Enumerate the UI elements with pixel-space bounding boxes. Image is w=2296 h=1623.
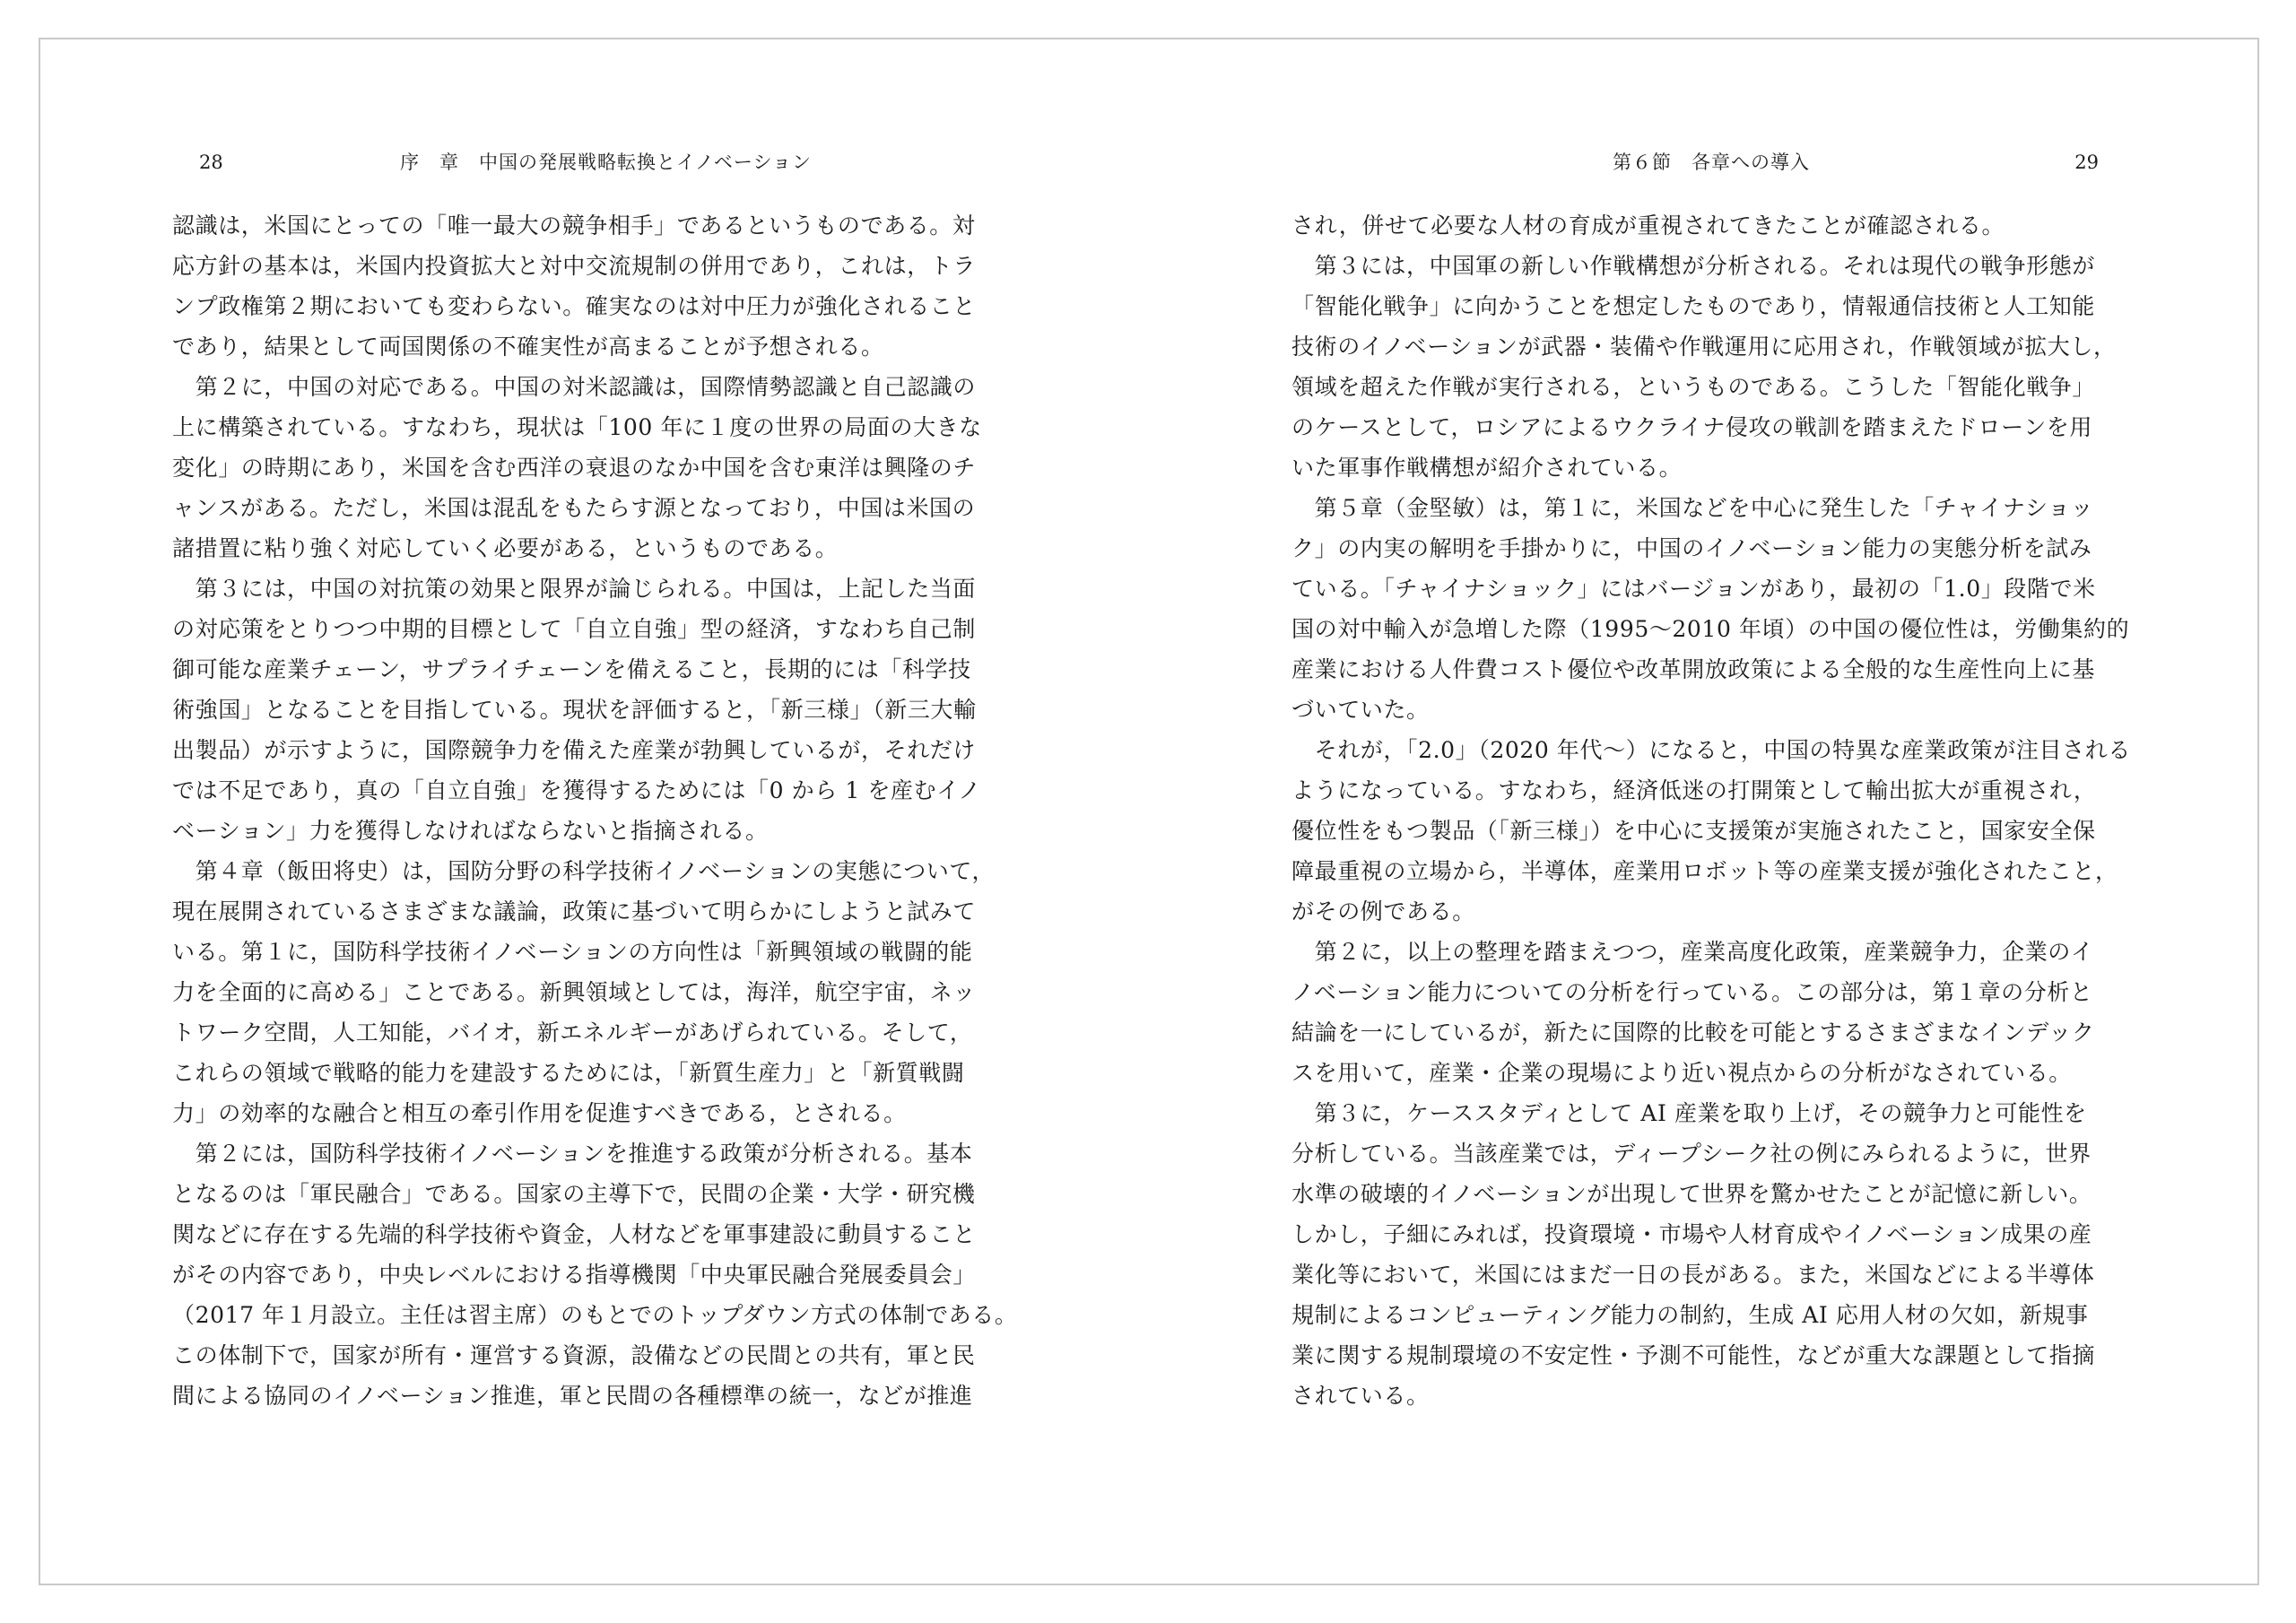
text-line: されている。 — [1292, 1383, 1430, 1409]
text-line: 第５章（金堅敏）は，第１に，米国などを中心に発生した「チャイナショッ — [1292, 495, 2094, 521]
text-line: 業に関する規制環境の不安定性・予測不可能性，などが重大な課題として指摘 — [1292, 1342, 2096, 1368]
text-line: のケースとして，ロシアによるウクライナ侵攻の戦訓を踏まえたドローンを用 — [1292, 414, 2093, 440]
text-line: 分析している。当該産業では，ディープシーク社の例にみられるように，世界 — [1292, 1141, 2092, 1167]
text-line: スを用いて，産業・企業の現場により近い視点からの分析がなされている。 — [1292, 1060, 2072, 1086]
text-line: 関などに存在する先端的科学技術や資金，人材などを軍事建設に動員すること — [172, 1221, 977, 1247]
left-page-number: 28 — [199, 152, 223, 173]
right-page-number: 29 — [2074, 152, 2099, 173]
left-page — [172, 0, 1018, 1524]
text-line: 力を全面的に高める」ことである。新興領域としては，海洋，航空宇宙，ネッ — [172, 979, 977, 1005]
text-line: 第３に，ケーススタディとして AI 産業を取り上げ，その競争力と可能性を — [1292, 1100, 2087, 1126]
text-line: いる。第１に，国防科学技術イノベーションの方向性は「新興領域の戦闘的能 — [172, 939, 973, 965]
text-line: がその例である。 — [1292, 898, 1475, 924]
text-line: の対応策をとりつつ中期的目標として「自立自強」型の経済，すなわち自己制 — [172, 616, 977, 642]
left-body-text — [172, 205, 1018, 1416]
text-line: 間による協同のイノベーション推進，軍と民間の各種標準の統一，などが推進 — [172, 1383, 973, 1409]
left-running-head: 序 章 中国の発展戦略転換とイノベーション — [400, 152, 813, 173]
text-line: 産業における人件費コスト優位や改革開放政策による全般的な生産性向上に基 — [1292, 656, 2096, 682]
text-line: 規制によるコンピューティング能力の制約，生成 AI 応用人材の欠如，新規事 — [1292, 1302, 2089, 1328]
right-running-head: 第６節 各章への導入 — [1613, 152, 1810, 173]
text-line: ノベーション能力についての分析を行っている。この部分は，第１章の分析と — [1292, 979, 2093, 1005]
text-line: 力」の効率的な融合と相互の牽引作用を促進すべきである，とされる。 — [172, 1100, 907, 1126]
text-line: それが，「2.0」（2020 年代〜）になると，中国の特異な産業政策が注目される — [1292, 737, 2131, 763]
text-line: ベーション」力を獲得しなければならないと指摘される。 — [172, 818, 769, 844]
left-header — [172, 149, 1015, 176]
text-line: 認識は，米国にとっての「唯一最大の競争相手」であるというものである。対 — [172, 213, 976, 239]
text-line: ている。「チャイナショック」にはバージョンがあり，最初の「1.0」段階で米 — [1292, 576, 2096, 602]
text-line: 水準の破壊的イノベーションが出現して世界を驚かせたことが記憶に新しい。 — [1292, 1181, 2092, 1207]
text-line: 「智能化戦争」に向かうことを想定したものであり，情報通信技術と人工知能 — [1292, 293, 2096, 319]
text-line: 結論を一にしているが，新たに国際的比較を可能とするさまざまなインデック — [1292, 1020, 2095, 1046]
text-line: 業化等において，米国にはまだ一日の長がある。また，米国などによる半導体 — [1292, 1262, 2095, 1288]
text-line: 変化」の時期にあり，米国を含む西洋の衰退のなか中国を含む東洋は興隆のチ — [172, 455, 977, 481]
text-line: ようになっている。すなわち，経済低迷の打開策として輸出拡大が重視され， — [1292, 777, 2097, 803]
text-line: 第３には，中国の対抗策の効果と限界が論じられる。中国は，上記した当面 — [172, 576, 977, 602]
text-line: ンプ政権第２期においても変わらない。確実なのは対中圧力が強化されること — [172, 293, 977, 319]
text-line: づいていた。 — [1292, 697, 1430, 723]
text-line: 第２に，中国の対応である。中国の対米認識は，国際情勢認識と自己認識の — [172, 374, 977, 400]
text-line: 現在展開されているさまざまな議論，政策に基づいて明らかにしようと試みて — [172, 898, 977, 924]
text-line: 上に構築されている。すなわち，現状は「100 年に１度の世界の局面の大きな — [172, 414, 982, 440]
text-line: 第４章（飯田将史）は，国防分野の科学技術イノベーションの実態について， — [172, 858, 996, 884]
text-line: ャンスがある。ただし，米国は混乱をもたらす源となっており，中国は米国の — [172, 495, 976, 521]
text-line: しかし，子細にみれば，投資環境・市場や人材育成やイノベーション成果の産 — [1292, 1221, 2092, 1247]
text-line: 優位性をもつ製品（「新三様」）を中心に支援策が実施されたこと，国家安全保 — [1292, 818, 2096, 844]
text-line: 術強国」となることを目指している。現状を評価すると，「新三様」（新三大輸 — [172, 697, 977, 723]
text-line: 第２には，国防科学技術イノベーションを推進する政策が分析される。基本 — [172, 1141, 973, 1167]
text-line: となるのは「軍民融合」である。国家の主導下で，民間の企業・大学・研究機 — [172, 1181, 976, 1207]
text-line: では不足であり，真の「自立自強」を獲得するためには「0 から 1 を産むイノ — [172, 777, 981, 803]
text-line: 御可能な産業チェーン，サプライチェーンを備えること，長期的には「科学技 — [172, 656, 971, 682]
text-line: ク」の内実の解明を手掛かりに，中国のイノベーション能力の実態分析を試み — [1292, 535, 2092, 561]
text-line: であり，結果として両国関係の不確実性が高まることが予想される。 — [172, 334, 884, 360]
text-line: これらの領域で戦略的能力を建設するためには，「新質生産力」と「新質戦闘 — [172, 1060, 965, 1086]
text-line: 技術のイノベーションが武器・装備や作戦運用に応用され，作戦領域が拡大し， — [1292, 334, 2117, 360]
text-line: 第２に，以上の整理を踏まえつつ，産業高度化政策，産業競争力，企業のイ — [1292, 939, 2094, 965]
text-line: （2017 年１月設立。主任は習主席）のもとでのトップダウン方式の体制である。 — [172, 1302, 1018, 1328]
text-line: 諸措置に粘り強く対応していく必要がある，というものである。 — [172, 535, 839, 561]
right-body-text — [1292, 205, 2135, 1416]
text-line: 領域を超えた作戦が実行される，というものである。こうした「智能化戦争」 — [1292, 374, 2096, 400]
text-line: この体制下で，国家が所有・運営する資源，設備などの民間との共有，軍と民 — [172, 1342, 976, 1368]
right-page — [1292, 0, 2135, 1524]
text-line: 出製品）が示すように，国際競争力を備えた産業が勃興しているが，それだけ — [172, 737, 977, 763]
text-line: され，併せて必要な人材の育成が重視されてきたことが確認される。 — [1292, 213, 2005, 239]
text-line: 応方針の基本は，米国内投資拡大と対中交流規制の併用であり，これは，トラ — [172, 253, 977, 279]
text-line: 第３には，中国軍の新しい作戦構想が分析される。それは現代の戦争形態が — [1292, 253, 2096, 279]
text-line: がその内容であり，中央レベルにおける指導機関「中央軍民融合発展委員会」 — [172, 1262, 977, 1288]
text-line: 国の対中輸入が急増した際（1995〜2010 年頃）の中国の優位性は，労働集約的 — [1292, 616, 2130, 642]
right-header — [1292, 149, 2135, 176]
text-line: トワーク空間，人工知能，バイオ，新エネルギーがあげられている。そして， — [172, 1020, 973, 1046]
text-line: 障最重視の立場から，半導体，産業用ロボット等の産業支援が強化されたこと， — [1292, 858, 2118, 884]
text-line: いた軍事作戦構想が紹介されている。 — [1292, 455, 1683, 481]
